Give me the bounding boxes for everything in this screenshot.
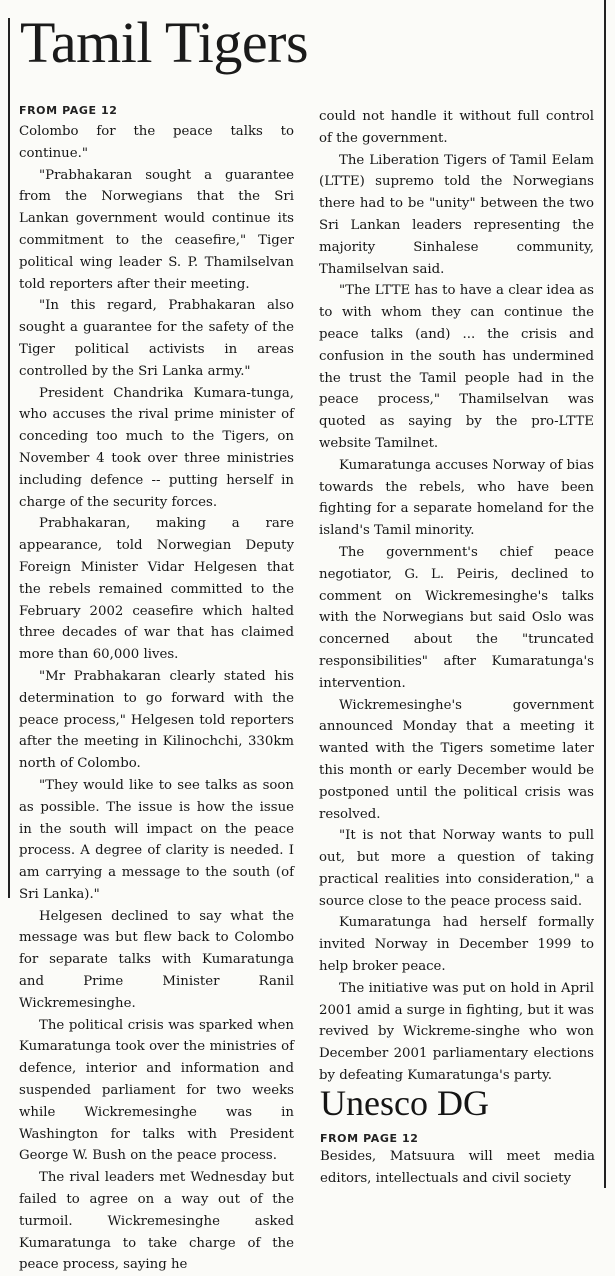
second-article-headline: Unesco DG — [320, 1083, 489, 1123]
paragraph: Helgesen declined to say what the message was but flew back to Colombo for separate talks with Kumaratunga and Prime Minister Ranil Wickremesinghe. — [19, 908, 294, 1011]
paragraph: The political crisis was sparked when Kumaratunga took over the ministries of defence, interior and information and suspended parliament for two weeks while Wickremesinghe was in Washington for talks with President George W. Bush on the peace process. — [19, 1017, 294, 1164]
paragraph: The rival leaders met Wednesday but failed to agree on a way out of the turmoil. Wickremesinghe asked Kumaratunga to take charge of the peace process, saying he — [19, 1170, 294, 1273]
paragraph: "It is not that Norway wants to pull out, but more a question of taking practical realities into consideration," a source close to the peace process said. — [319, 828, 594, 909]
article-headline: Tamil Tigers — [20, 10, 309, 75]
paragraph: Kumaratunga had herself formally invited Norway in December 1999 to help broker peace. — [319, 915, 594, 975]
paragraph: Kumaratunga accuses Norway of bias towards the rebels, who have been fighting for a separate homeland for the island's Tamil minority. — [319, 457, 595, 539]
paragraph: President Chandrika Kumara-tunga, who accuses the rival prime minister of conceding too much to the Tigers, on November 4 took over three ministries including defence -- putting herself in charge of the security forces. — [19, 385, 294, 510]
second-article-body: Besides, Matsuura will meet media editors, intellectuals and civil society — [320, 1149, 595, 1186]
paragraph: The Liberation Tigers of Tamil Eelam (LTTE) supremo told the Norwegians there had to be "unity" between the two Sri Lankan leaders representing the majority Sinhalese community, Thamilselvan said. — [319, 152, 594, 277]
paragraph: "Prabhakaran sought a guarantee from the Norwegians that the Sri Lankan government would continue its commitment to the ceasefire," Tiger political wing leader S. P. Thamilselvan told reporters after their meeting. — [19, 167, 294, 292]
column-rule-right — [604, 0, 606, 1188]
second-article-continued-label: FROM PAGE 12 — [320, 1132, 419, 1145]
paragraph: "Mr Prabhakaran clearly stated his determination to go forward with the peace process," Helgesen told reporters after the meeting in Kilinochchi, 330km north of Colombo. — [19, 668, 294, 772]
paragraph: "The LTTE has to have a clear idea as to with whom they can continue the peace talks (and) ... the crisis and confusion in the south has undermined the trust the Tamil people had in the peace process," Thamilselvan was quoted as saying by the pro-LTTE website Tamilnet. — [319, 283, 594, 451]
left-column — [19, 104, 294, 1276]
paragraph: The initiative was put on hold in April 2001 amid a surge in fighting, but it was revived by Wickreme-singhe who won December 2001 parliamentary elections by defeating Kumaratunga's party. — [319, 980, 594, 1084]
continued-from-label: FROM PAGE 12 — [19, 104, 118, 117]
paragraph: "They would like to see talks as soon as possible. The issue is how the issue in the south will impact on the peace process. A degree of clarity is needed. I am carrying a message to the south (of Sri Lanka)." — [19, 777, 294, 902]
paragraph: "In this regard, Prabhakaran also sought a guarantee for the safety of the Tiger political activists in areas controlled by the Sri Lanka army." — [19, 298, 294, 379]
paragraph: Colombo for the peace talks to continue." — [19, 124, 294, 161]
right-column — [319, 106, 594, 1087]
paragraph: Prabhakaran, making a rare appearance, told Norwegian Deputy Foreign Minister Vidar Helgesen that the rebels remained committed to the February 2002 ceasefire which halted three decades of war that has claimed more than 60,000 lives. — [19, 516, 294, 663]
column-rule-left — [8, 18, 10, 898]
paragraph: The government's chief peace negotiator, G. L. Peiris, declined to comment on Wickremesinghe's talks with the Norwegians but said Oslo was concerned about the "truncated responsibilities" after Kumaratunga's intervention. — [319, 544, 594, 691]
paragraph: could not handle it without full control of the government. — [319, 109, 594, 146]
paragraph: Wickremesinghe's government announced Monday that a meeting it wanted with the Tigers sometime later this month or early December would be postponed until the political crisis was resolved. — [319, 697, 594, 822]
